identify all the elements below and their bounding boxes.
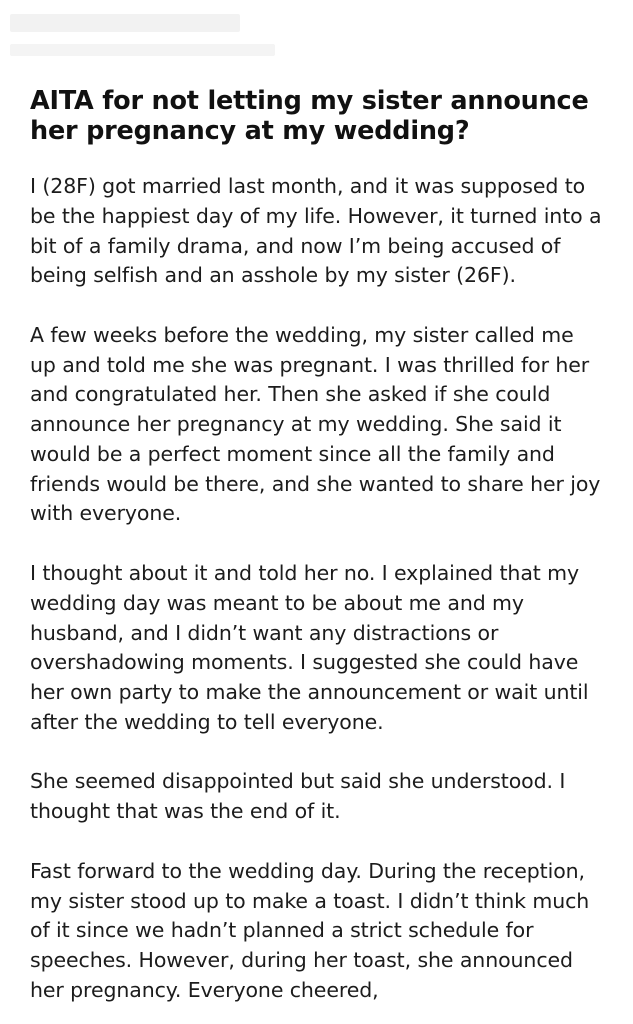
- post-paragraph: I (28F) got married last month, and it was supposed to be the happiest day of my life. However, it turned into a bit of a family drama, and now I’m being accused of being selfish and an asshole by my sister (26F).: [30, 174, 602, 288]
- page-title: AITA for not letting my sister announce her pregnancy at my wedding?: [30, 86, 589, 147]
- post-paragraph: Fast forward to the wedding day. During the reception, my sister stood up to make a toast. I didn’t think much of it since we hadn’t planned a strict schedule for speeches. However, during her toast, she announced her pregnancy. Everyone cheered,: [30, 858, 590, 1002]
- post-paragraph: I thought about it and told her no. I explained that my wedding day was meant to be about me and my husband, and I didn’t want any distractions or overshadowing moments. I suggested she could have her own party to make the announcement or wait until after the wedding to tell everyone.: [30, 561, 589, 734]
- post-paragraph: She seemed disappointed but said she understood. I thought that was the end of it.: [30, 769, 566, 824]
- post-paragraph: A few weeks before the wedding, my sister called me up and told me she was pregnant. I was thrilled for her and congratulated her. Then she asked if she could announce her pregnancy at my wedding. She said it would be a perfect moment since all the family and friends would be there, and she wanted to share her joy with everyone.: [30, 323, 601, 526]
